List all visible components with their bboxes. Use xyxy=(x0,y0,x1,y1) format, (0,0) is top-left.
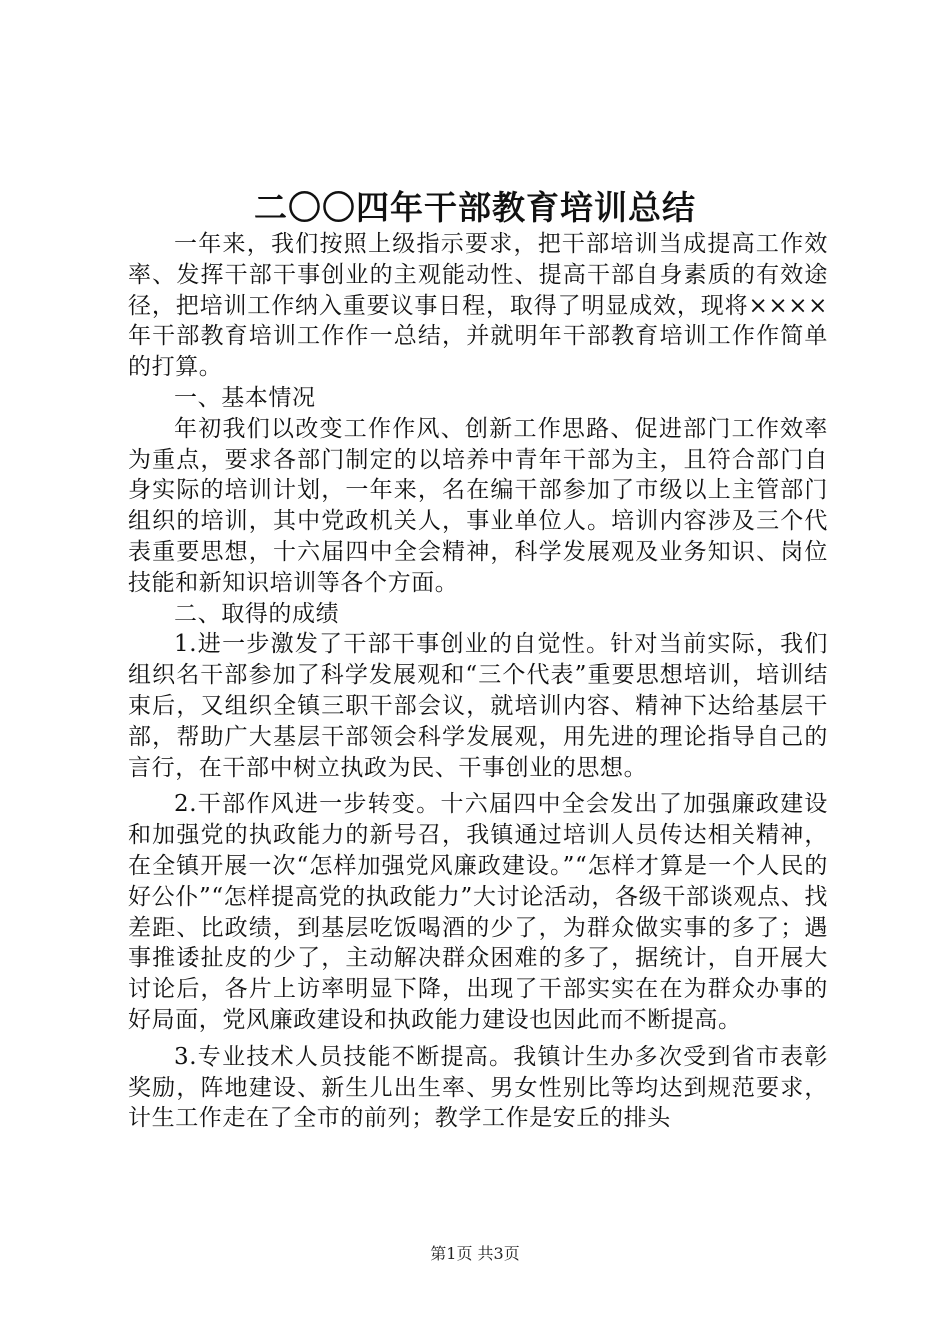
section-heading-achievements: 二、取得的成绩 xyxy=(174,600,340,627)
document-title: 二〇〇四年干部教育培训总结 xyxy=(254,188,696,227)
paragraph-achievement-3: 3.专业技术人员技能不断提高。我镇计生办多次受到省市表彰奖励，阵地建设、新生儿出生率、男女性别比等均达到规范要求，计生工作走在了全市的前列；教学工作是安丘的排头 xyxy=(128,1043,828,1132)
paragraph-achievement-1: 1.进一步激发了干部干事创业的自觉性。针对当前实际，我们组织名干部参加了科学发展观和“三个代表”重要思想培训，培训结束后，又组织全镇三职干部会议，就培训内容、精神下达给基层干部，帮助广大基层干部领会科学发展观，用先进的理论指导自己的言行，在干部中树立执政为民、干事创业的思想。 xyxy=(128,631,828,781)
paragraph-basic-situation: 年初我们以改变工作作风、创新工作思路、促进部门工作效率为重点，要求各部门制定的以培养中青年干部为主，且符合部门自身实际的培训计划，一年来，名在编干部参加了市级以上主管部门组织的培训，其中党政机关人，事业单位人。培训内容涉及三个代表重要思想，十六届四中全会精神，科学发展观及业务知识、岗位技能和新知识培训等各个方面。 xyxy=(128,415,828,596)
page-number-footer: 第1页 共3页 xyxy=(430,1244,520,1263)
section-heading-basic-situation: 一、基本情况 xyxy=(174,384,316,411)
paragraph-intro: 一年来，我们按照上级指示要求，把干部培训当成提高工作效率、发挥干部干事创业的主观能动性、提高干部自身素质的有效途径，把培训工作纳入重要议事日程，取得了明显成效，现将××××年干部教育培训工作作一总结，并就明年干部教育培训工作作简单的打算。 xyxy=(128,231,828,381)
paragraph-achievement-2: 2.干部作风进一步转变。十六届四中全会发出了加强廉政建设和加强党的执政能力的新号召，我镇通过培训人员传达相关精神，在全镇开展一次“怎样加强党风廉政建设。”“怎样才算是一个人民的好公仆”“怎样提高党的执政能力”大讨论活动，各级干部谈观点、找差距、比政绩，到基层吃饭喝酒的少了，为群众做实事的多了；遇事推诿扯皮的少了，主动解决群众困难的多了，据统计，自开展大讨论后，各片上访率明显下降，出现了干部实实在在为群众办事的好局面，党风廉政建设和执政能力建设也因此而不断提高。 xyxy=(128,791,828,1033)
document-body xyxy=(128,229,828,1134)
